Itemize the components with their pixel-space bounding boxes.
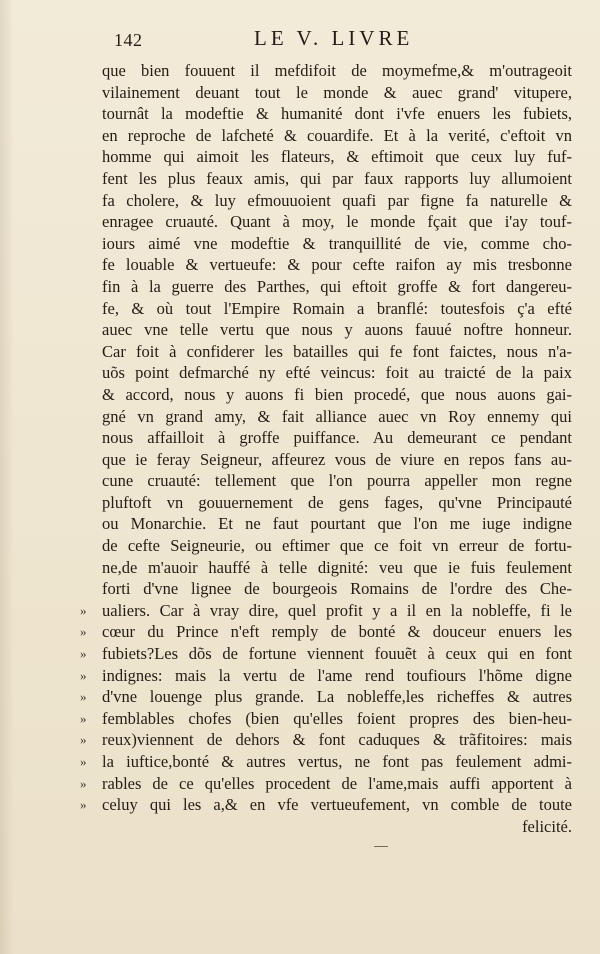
quote-marker: » [80,689,87,705]
quoted-line: » ualiers. Car à vray dire, quel profit y a il en la nobleffe, fi le [80,600,572,620]
text-line: uõs point defmarché ny efté veincus: foit au traicté de la paix [102,363,572,383]
text-line: fent les plus feaux amis, qui par faux rapports luy allumoient [102,168,572,188]
quoted-line: » rables de ce qu'elles procedent de l'ame,mais auffi apportent à [80,773,572,793]
quoted-line: » d'vne louenge plus grande. La nobleffe,les richeffes & autres [80,687,572,707]
text-line: Car foit à confiderer les batailles qui fe font faictes, nous n'a- [102,341,572,361]
quote-marker: » [80,602,87,618]
text-line: que bien fouuent il mefdifoit de moymefme,& m'outrageoit [102,61,572,80]
text-line: enragee cruauté. Quant à moy, le monde fçait que i'ay touf- [102,212,572,232]
text-line: ou Monarchie. Et ne faut pourtant que l'on me iuge indigne [102,514,572,534]
quote-marker: » [80,667,87,683]
quote-marker: » [80,732,87,748]
quoted-line: » reux)viennent de dehors & font caduques & trãfitoires: mais [80,730,572,750]
quote-marker: » [80,754,87,769]
quote-marker: » [80,710,87,726]
text-line: en reproche de lafcheté & couardife. Et à la verité, c'eftoit vn [102,125,572,145]
quoted-line: » fubiets?Les dõs de fortune viennent fouuẽt à ceux qui en font [80,644,572,664]
text-line: fe louable & vertueufe: & pour cefte raifon ay mis tresbonne [102,255,572,275]
running-title: LE V. LIVRE [254,26,414,50]
text-line-final: felicité. [522,816,572,836]
text-line: ne,de m'auoir hauffé à telle dignité: veu que ie fuis feulement [102,557,572,577]
text-line: & accord, nous y auons fi bien procedé, que nous auons gai- [102,384,572,404]
quote-marker: » [80,646,87,662]
text-line: que ie feray Seigneur, affeurez vous de viure en repos fans au- [102,449,572,469]
quoted-line: » indignes: mais la vertu de l'ame rend toufiours l'hõme digne [80,665,572,685]
page-mark-ornament [374,846,388,851]
page-header [104,26,574,56]
text-line: pluftoft vn gouuernement de gens fages, qu'vne Principauté [102,492,572,512]
page-number: 142 [114,30,143,50]
text-line: cune cruauté: tellement que l'on pourra appeller mon regne [102,471,572,491]
page-edge-shadow [0,0,14,954]
text-line: auec vne telle vertu que nous y auons fauué noftre honneur. [102,320,572,340]
quote-marker: » [80,775,87,791]
quoted-line: » cœur du Prince n'eft remply de bonté & douceur enuers les [80,622,572,642]
text-line: vilainement deuant tout le monde & auec grand' vitupere, [102,82,572,102]
quote-marker: » [80,797,87,813]
text-line: nous affailloit à groffe puiffance. Au demeurant ce pendant [102,428,572,448]
text-line: homme qui aimoit les flateurs, & eftimoit que ceux luy fuf- [102,147,572,167]
text-line: fe, & où tout l'Empire Romain a branflé: toutesfois ç'a efté [102,298,572,318]
text-line: fin à la guerre des Parthes, qui eftoit groffe & fort dangereu- [102,276,572,296]
quoted-line: » la iuftice,bonté & autres vertus, ne font pas feulement admi- [80,752,572,771]
text-line: de cefte Seigneurie, ou eftimer que ce foit vn erreur de fortu- [102,536,572,556]
quoted-line: » femblables chofes (bien qu'elles foient propres des bien-heu- [80,708,572,728]
quoted-line: » celuy qui les a,& en vfe vertueufement, vn comble de toute [80,795,572,815]
text-line: iours aimé vne modeftie & tranquillité de vie, comme cho- [102,233,572,253]
text-line: forti d'vne lignee de bourgeois Romains de l'ordre des Che- [102,579,572,599]
quote-marker: » [80,624,87,640]
text-line: fa cholere, & luy efmouuoient quafi par figne fa naturelle & [102,190,572,210]
body-text [80,60,572,837]
text-line: gné vn grand amy, & fait alliance auec vn Roy ennemy qui [102,406,572,426]
text-line: tournât la modeftie & humanité dont i'vfe enuers les fubiets, [102,104,572,124]
